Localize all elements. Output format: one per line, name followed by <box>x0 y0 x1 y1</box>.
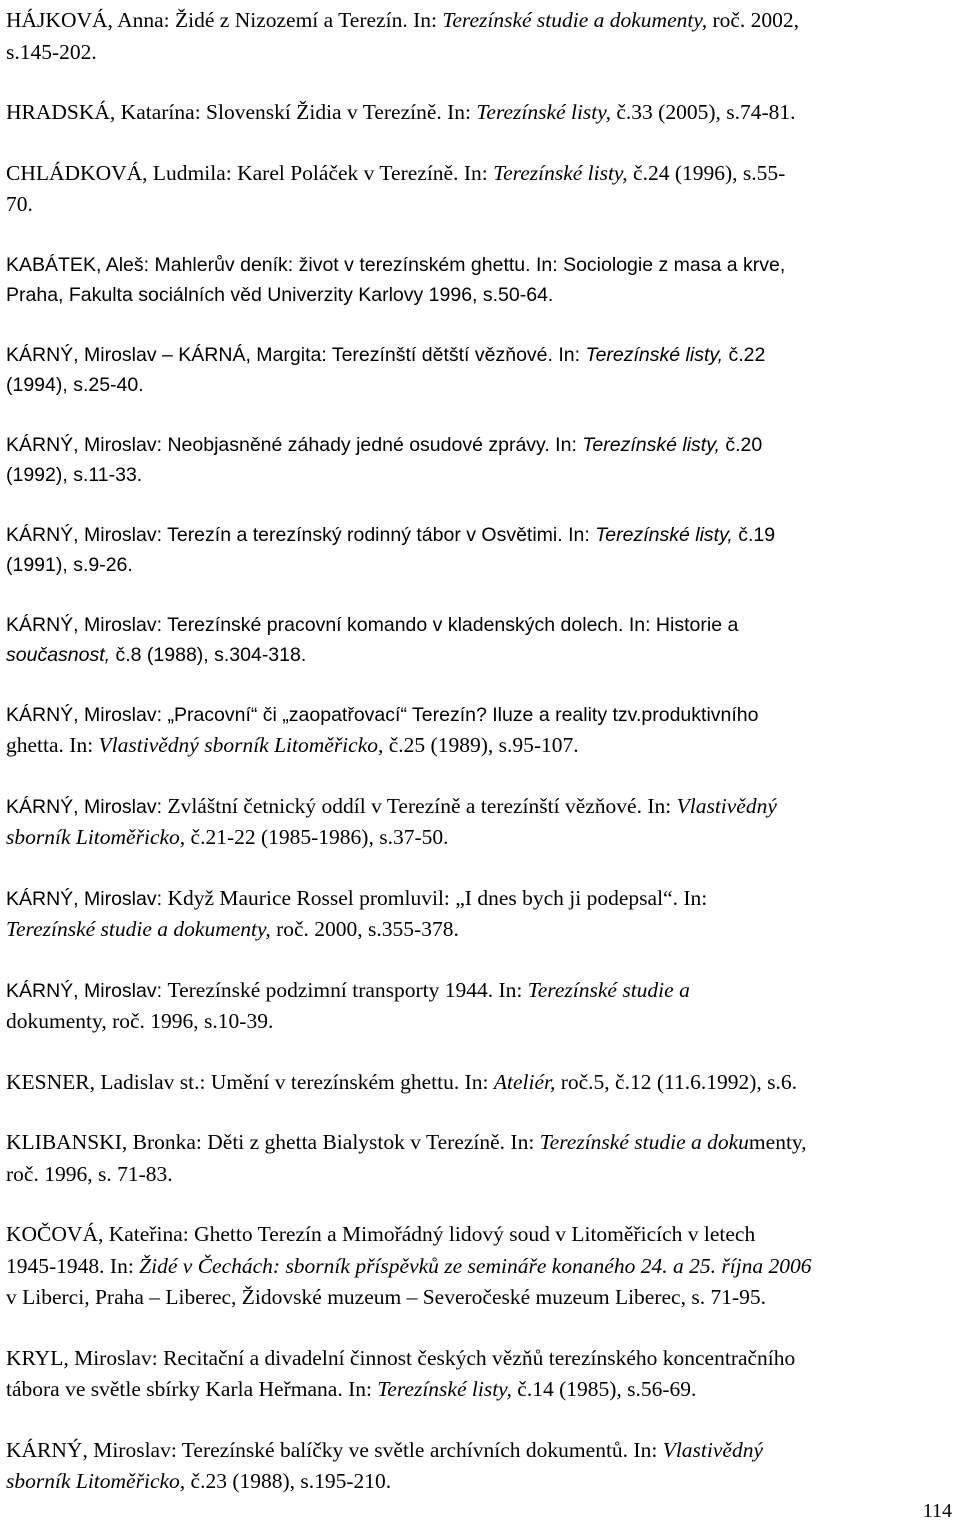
entry-text-segment: Terezínské listy, <box>585 343 724 366</box>
bibliography-entry <box>6 1436 954 1499</box>
entry-line <box>6 431 954 462</box>
entry-text-segment: Vlastivědný <box>676 793 777 818</box>
entry-text-segment: HÁJKOVÁ, Anna: Židé z Nizozemí a Terezín. In: <box>6 8 443 32</box>
entry-text-segment: roč.5, č.12 (11.6.1992), s.6. <box>555 1069 797 1094</box>
entry-text-segment: CHLÁDKOVÁ, Ludmila: Karel Poláček v Terezíně. In: <box>6 160 494 185</box>
entry-text-segment: Terezínské listy, <box>582 433 720 456</box>
entry-text-segment: č.21-22 (1985-1986), s.37-50. <box>185 825 449 849</box>
bibliography-entry <box>6 98 954 130</box>
bibliography-entry <box>6 792 954 855</box>
entry-line <box>6 1467 954 1499</box>
entry-text-segment: (1991), s.9-26. <box>6 554 133 576</box>
entry-text-segment: KLIBANSKI, Bronka: Děti z ghetta Bialystok v Terezíně. In: <box>6 1130 540 1154</box>
entry-line <box>6 884 954 916</box>
entry-text-segment: Terezínské listy, <box>595 523 733 546</box>
entry-text-segment: s.145-202. <box>6 39 97 64</box>
entry-text-segment: (1994), s.25-40. <box>6 374 144 396</box>
entry-text-segment: v Liberci, Praha – Liberec, Židovské muzeum – Severočeské muzeum Liberec, s. 71-95. <box>6 1285 766 1309</box>
entry-text-segment: 70. <box>6 192 33 216</box>
entry-text-segment: Když Maurice Rossel promluvil: „I dnes bych ji podepsal“. In: <box>167 885 708 910</box>
entry-text-segment: KOČOVÁ, Kateřina: Ghetto Terezín a Mimořádný lidový soud v Litoměřicích v letech <box>6 1222 756 1246</box>
entry-text-segment: roč. 2000, s.355-378. <box>270 917 459 941</box>
entry-line <box>6 371 954 402</box>
bibliography-entry <box>6 431 954 492</box>
entry-line <box>6 159 954 191</box>
bibliography-entry <box>6 1068 954 1100</box>
entry-text-segment: č.24 (1996), s.55- <box>627 160 786 185</box>
entry-text-segment: Vlastivědný <box>662 1437 763 1462</box>
entry-line <box>6 190 954 222</box>
entry-text-segment: HRADSKÁ, Katarína: Slovenskí Židia v Terezíně. In: <box>6 100 477 124</box>
entry-text-segment: č.14 (1985), s.56-69. <box>511 1377 697 1401</box>
entry-line <box>6 281 954 312</box>
entry-text-segment: Terezínské listy, <box>377 1377 512 1401</box>
entry-text-segment: č.20 <box>719 433 763 456</box>
bibliography-entry <box>6 611 954 672</box>
entry-text-segment: KÁRNÝ, Miroslav: Terezín a terezínský rodinný tábor v Osvětimi. In: <box>6 523 596 546</box>
entry-text-segment: Zvláštní četnický oddíl v Terezíně a terezínští vězňové. In: <box>167 793 677 818</box>
entry-text-segment: KÁRNÝ, Miroslav: Terezínské pracovní komando v kladenských dolech. In: Historie a <box>6 613 739 636</box>
entry-line <box>6 1344 954 1376</box>
entry-text-segment: č.25 (1989), s.95-107. <box>383 733 579 757</box>
entry-line <box>6 1160 954 1192</box>
entry-text-segment: KÁRNÝ, Miroslav: <box>6 979 168 1002</box>
entry-line <box>6 98 954 130</box>
entry-line <box>6 1220 954 1252</box>
entry-text-segment: č.23 (1988), s.195-210. <box>185 1469 392 1493</box>
entry-text-segment: Terezínské studie a dokumenty, <box>6 917 271 941</box>
entry-line <box>6 341 954 372</box>
entry-line <box>6 1283 954 1315</box>
bibliography-list <box>6 6 954 1528</box>
entry-line <box>6 1375 954 1407</box>
entry-text-segment: KÁRNÝ, Miroslav: „Pracovní“ či „zaopatřovací“ Terezín? Iluze a reality tzv.produktivního <box>6 703 759 726</box>
entry-text-segment: současnost, <box>6 644 111 666</box>
entry-text-segment: Terezínské listy, <box>493 160 628 185</box>
entry-line <box>6 1068 954 1100</box>
entry-text-segment: menty, <box>748 1130 807 1154</box>
entry-text-segment: Terezínské studie a <box>527 977 690 1002</box>
bibliography-entry <box>6 1344 954 1407</box>
entry-text-segment: Vlastivědný sborník Litoměřicko, <box>98 733 384 757</box>
entry-text-segment: Terezínské studie a dokumenty, <box>442 8 708 32</box>
entry-line <box>6 551 954 582</box>
entry-text-segment: č.33 (2005), s.74-81. <box>611 100 796 124</box>
bibliography-entry <box>6 1220 954 1315</box>
entry-text-segment: roč. 1996, s.10-39. <box>106 1009 274 1033</box>
entry-line <box>6 6 954 38</box>
entry-line <box>6 1007 954 1039</box>
entry-text-segment: sborník Litoměřicko, <box>6 825 186 849</box>
entry-line <box>6 792 954 824</box>
entry-line <box>6 1128 954 1160</box>
entry-text-segment: KÁRNÝ, Miroslav: Neobjasněné záhady jedné osudové zprávy. In: <box>6 433 583 456</box>
entry-text-segment: dokumenty, <box>6 1009 107 1033</box>
bibliography-entry <box>6 521 954 582</box>
entry-text-segment: Ateliér, <box>493 1069 556 1094</box>
entry-text-segment: KESNER, Ladislav st.: Umění v terezínském ghettu. In: <box>6 1069 494 1094</box>
entry-text-segment: Terezínské podzimní transporty 1944. In: <box>167 977 528 1002</box>
entry-text-segment: č.19 <box>732 523 776 546</box>
bibliography-entry <box>6 6 954 69</box>
entry-text-segment: 1945-1948. In: <box>6 1253 140 1278</box>
entry-line <box>6 701 954 732</box>
entry-line <box>6 611 954 642</box>
entry-line <box>6 38 954 70</box>
bibliography-entry <box>6 976 954 1039</box>
entry-text-segment: (1992), s.11-33. <box>6 464 143 486</box>
bibliography-entry <box>6 701 954 763</box>
entry-text-segment: č.22 <box>723 343 766 366</box>
entry-text-segment: Židé v Čechách: sborník příspěvků ze semináře konaného 24. a 25. října 2006 <box>139 1253 812 1278</box>
entry-text-segment: KRYL, Miroslav: Recitační a divadelní činnost českých vězňů terezínského koncentračního <box>6 1345 796 1370</box>
entry-line <box>6 915 954 947</box>
entry-text-segment: č.8 (1988), s.304-318. <box>110 644 307 666</box>
entry-line <box>6 641 954 672</box>
entry-text-segment: ghetta. In: <box>6 733 99 757</box>
entry-line <box>6 1436 954 1468</box>
entry-text-segment: KÁRNÝ, Miroslav: <box>6 887 168 910</box>
bibliography-entry <box>6 251 954 312</box>
entry-line <box>6 1252 954 1284</box>
entry-text-segment: sborník Litoměřicko, <box>6 1469 186 1493</box>
entry-text-segment: Praha, Fakulta sociálních věd Univerzity Karlovy 1996, s.50-64. <box>6 284 554 306</box>
entry-text-segment: Terezínské listy, <box>476 100 611 124</box>
entry-text-segment: KÁRNÝ, Miroslav – KÁRNÁ, Margita: Terezínští dětští vězňové. In: <box>6 343 586 366</box>
entry-text-segment: KÁRNÝ, Miroslav: <box>6 795 168 818</box>
entry-text-segment: KÁRNÝ, Miroslav: Terezínské balíčky ve světle archívních dokumentů. In: <box>6 1437 663 1462</box>
entry-line <box>6 976 954 1008</box>
entry-line <box>6 251 954 282</box>
page-number: 114 <box>922 1500 952 1522</box>
entry-line <box>6 521 954 552</box>
bibliography-entry <box>6 341 954 402</box>
entry-text-segment: roč. 2002, <box>707 8 800 32</box>
bibliography-entry <box>6 1128 954 1191</box>
entry-line <box>6 823 954 855</box>
bibliography-entry <box>6 884 954 947</box>
entry-text-segment: tábora ve světle sbírky Karla Heřmana. In: <box>6 1377 378 1401</box>
entry-text-segment: KABÁTEK, Aleš: Mahlerův deník: život v terezínském ghettu. In: Sociologie z masa a krve, <box>6 253 786 276</box>
entry-line <box>6 731 954 763</box>
entry-text-segment: roč. 1996, s. 71-83. <box>6 1161 173 1186</box>
bibliography-entry <box>6 159 954 222</box>
entry-line <box>6 461 954 492</box>
entry-text-segment: Terezínské studie a doku <box>539 1130 749 1154</box>
